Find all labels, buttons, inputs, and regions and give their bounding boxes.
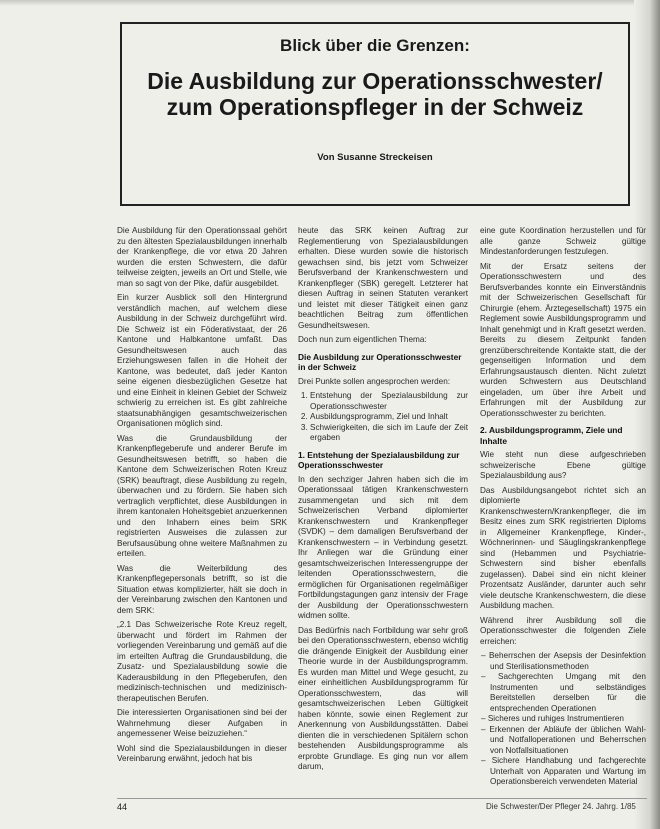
paragraph: Drei Punkte sollen angesprochen werden:: [298, 376, 451, 386]
section-heading: 1. Entstehung der Spezialausbildung zur Operationsschwester: [298, 449, 460, 470]
paragraph: Ein kurzer Ausblick soll den Hintergrund verständlich machen, auf welchem diese Ausbildung in der Schweiz durchgeführt wird. Die Schweiz ist ein Föderativstaat, der 26 Kantone und Halbkantone umfaßt. Das Gesundheitswesen auch das Erziehungswesen fallen in die Hoheit der Kantone, was bedeutet, daß jeder Kanton seine eigenen diesbezüglichen Gesetze hat und eine Einheit in kleinen Gebiet der Schweiz schwierig zu erreichen ist. Es gibt zahlreiche staatsunabhängigen gesamtschweizerischen Organisationen möglich sind.: [117, 293, 287, 428]
page-number: 44: [117, 802, 128, 812]
paragraph: Mit der Ersatz seitens der Operationsschwestern und des Berufsverbandes konnte ein Einverständnis mit der Schweizerischen Gesellschaft für Chirurgie (ehem. Ärztegesellschaft) 1975 ein Reglement sowie Ausbildungsprogramm und Inhalt genehmigt und in Kraft gesetzt werden. Bereits zu diesem Zeitpunkt fanden grenzüberschreitende Kontakte statt, die der gegenseitigen Information und dem Erfahrungsaustausch dienten. Nicht zuletzt wurden Schwestern aus Deutschland eingeladen, um über ihre Arbeit und Erfahrungen mit der Ausbildung zur Operationsschwester zu berichten.: [480, 261, 646, 418]
list-item: – Sachgerechten Umgang mit den Instrumenten und selbständiges Bereitstellen derselben für die entsprechenden Operationen: [490, 672, 646, 714]
list-item: – Erkennen der Abläufe der üblichen Wahl- und Notfalloperationen und Beherrschen von Notfallsituationen: [490, 725, 646, 757]
paragraph: Wie steht nun diese aufgeschrieben schweizerische Ebene gültige Spezialausbildung aus?: [480, 450, 646, 480]
paragraph: eine gute Koordination herzustellen und für alle ganze Schweiz gültige Mindestanforderungen festzulegen.: [480, 226, 646, 256]
list-item: 3. Schwierigkeiten, die sich im Laufe der Zeit ergaben: [310, 423, 468, 444]
column-3: [480, 226, 646, 792]
paragraph: Was die Weiterbildung des Krankenpflegepersonals betrifft, so ist die Situation etwas komplizierter, hält sie doch in der Vereinbarung zwischen den Kantonen und dem SRK:: [117, 563, 287, 615]
goals-list: [480, 651, 646, 788]
list-item: – Beherrschen der Asepsis der Desinfektion und Sterilisationsmethoden: [490, 651, 646, 672]
journal-footer: Die Schwester/Der Pfleger 24. Jahrg. 1/85: [486, 802, 636, 811]
paragraph: Die Ausbildung für den Operationssaal gehört zu den ältesten Spezialausbildungen innerhalb der Krankenpflege, die vor etwa 20 Jahren wurden die ersten Schwestern, die dafür teilweise zeigten, jeweils an Ort und Stelle, wie man so sagt von der Pike, dafür ausgebildet.: [117, 226, 287, 288]
list-item: 2. Ausbildungsprogramm, Ziel und Inhalt: [310, 412, 468, 423]
column-2: [298, 226, 468, 777]
section-heading: Die Ausbildung zur Operationsschwester in der Schweiz: [298, 351, 462, 372]
paragraph: Während ihrer Ausbildung soll die Operationsschwester die folgenden Ziele erreichen:: [480, 615, 646, 646]
title-box: [120, 22, 630, 206]
paragraph: In den sechziger Jahren haben sich die im Operationssaal tätigen Krankenschwestern zusammengetan und sich mit dem Schweizerischen Verband diplomierter Krankenschwestern und Krankenpfleger (SVDK) – dem damaligen Berufsverband der Krankenschwestern – in Verbindung gesetzt. Ihr Anliegen war die Gründung einer gesamtschweizerischen Interessengruppe der leitenden Operationsschwestern, die ermöglichen für Organisationen regelmäßiger Fortbildungstagungen ganz intensiv der Frage der Ausbildung der Operationsschwestern widmen sollte.: [298, 474, 468, 620]
top-shadow: [0, 0, 660, 6]
paragraph: Das Bedürfnis nach Fortbildung war sehr groß bei den Operationsschwestern, ebenso wichtig die drängende Einigkeit der Ausbildung einer Theorie wurde in der Ausbildungsprogramm. Es wurden man Mittel und Wege gesucht, zu einer einheitlichen Ausbildungsprogramm für Operationsschwestern, das will gesamtschweizerischen Leben Gültigkeit haben könnte, sowie einen Reglement zur Anerkennung von Ausbildungsstätten. Dabei dienten die in verschiedenen Spitälern schon bestehenden Ausbildungsprogramme als erprobte Grundlage. Es ging nun vor allem darum,: [298, 625, 468, 771]
paragraph: Wohl sind die Spezialausbildungen in dieser Vereinbarung erwähnt, jedoch hat bis: [117, 743, 287, 763]
headline-line-2: zum Operationspfleger in der Schweiz: [166, 94, 584, 120]
paragraph: Das Ausbildungsangebot richtet sich an diplomierte Krankenschwestern/Krankenpfleger, die im Besitz eines zum SRK registrierten Diploms in Allgemeiner Krankenpflege, Kinder-, Wöchnerinnen- und Säuglingskrankenpflege sind (Hebammen und Psychiatrie-Schwestern sind bisher ebenfalls zugelassen). Dabei sind ein nicht kleiner Prozentsatz Ausländer, darunter auch sehr viele deutsche Krankenschwestern, die diese Ausbildung machen.: [480, 485, 646, 610]
paragraph: Was die Grundausbildung der Krankenpflegeberufe und anderer Berufe im Gesundheitswesen betrifft, so haben die Kantone dem Schweizerischen Roten Kreuz (SRK) beauftragt, diese Ausbildung zu regeln, überwachen und zu fördern. Sie haben sich vertraglich verpflichtet, diese Ausbildungen in ihrem kantonalen Hoheitsgebiet anzuerkennen und den Inhabern eines beim SRK registrierten Ausweises die zulassen zur Berufsausübung ohne weitere Maßnahmen zu erteilen.: [117, 433, 287, 558]
kicker: Blick über die Grenzen:: [280, 36, 470, 55]
paragraph: heute das SRK keinen Auftrag zur Reglementierung von Spezialausbildungen erhalten. Diese wurden sowie die historisch gewachsen sind, bis jetzt vom Schweizer Berufsverband der Krankenschwestern und Krankenpfleger (SBK) geregelt. Letzterer hat diesen Auftrag in seinen Statuten verankert und leistet mit dieser Tätigkeit einen ganz beachtlichen Beitrag zum öffentlichen Gesundheitswesen.: [298, 226, 468, 330]
byline: Von Susanne Streckeisen: [317, 152, 433, 163]
paragraph: Die interessierten Organisationen sind bei der Wahrnehmung dieser Aufgaben in angemessener Weise beizuziehen.“: [117, 708, 287, 738]
paragraph: Doch nun zum eigentlichen Thema:: [298, 335, 427, 344]
section-heading: 2. Ausbildungsprogramm, Ziele und Inhalte: [480, 425, 623, 446]
list-item: 1. Entstehung der Spezialausbildung zur Operationsschwester: [310, 391, 468, 412]
headline-line-1: Die Ausbildung zur Operationsschwester/: [147, 68, 603, 94]
topic-list: [298, 391, 468, 444]
paragraph: „2.1 Das Schweizerische Rote Kreuz regelt, überwacht und fördert im Rahmen der vorliegenden Vereinbarung und gemäß auf die im erteilten Auftrag die Grundausbildung, die Zusatz- und Spezialausbildung sowie die Kaderausbildung in den Pflegeberufen, den medizinisch-technischen und medizinisch-therapeutischen Berufen.: [117, 620, 287, 703]
footer-rule: [117, 798, 647, 799]
column-1: [117, 226, 287, 769]
list-item: – Sicheres und ruhiges Instrumentieren: [490, 714, 646, 725]
list-item: – Sichere Handhabung und fachgerechte Unterhalt von Apparaten und Wartung im Operationsbereich verwendeten Material: [490, 756, 646, 788]
headline: [122, 68, 628, 120]
